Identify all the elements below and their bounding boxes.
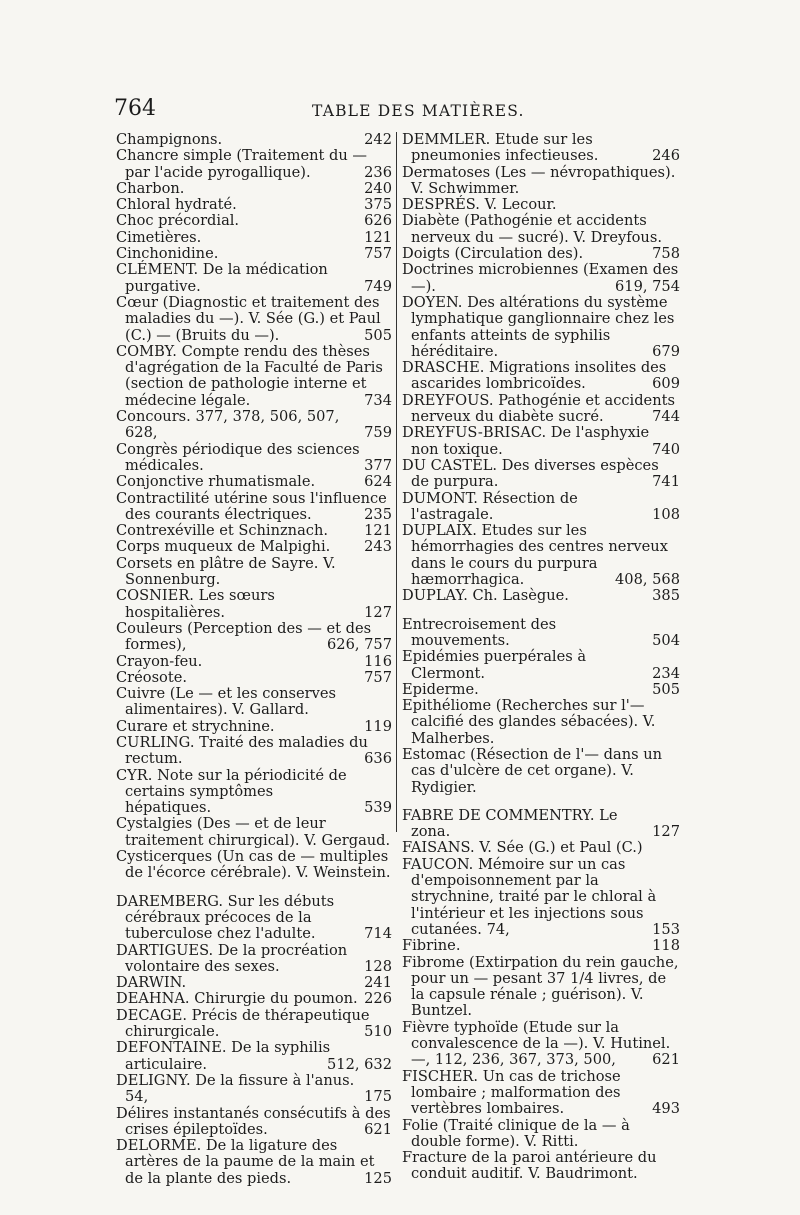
entry-text: Fibrome (Extirpation du rein gauche, pour un — pesant 37 1/4 livres, de la capsule rénale ; guérison). V. Buntzel. [402,953,679,1020]
entry-page: 626, 757 [327,636,392,654]
index-entry [116,474,392,490]
index-entry [116,670,392,686]
entry-text: Crayon-feu. [116,652,203,670]
index-entry [402,262,680,295]
index-entry [116,735,392,768]
index-entry [402,213,680,246]
entry-text: Fièvre typhoïde (Etude sur la convalescence de la —). V. Hutinel. —, 112, 236, 367, 373, 500, [402,1018,671,1069]
index-entry [116,409,392,442]
entry-text: DREYFUS-BRISAC. De l'asphyxie non toxique. [402,424,650,458]
index-entry [402,840,680,856]
entry-page: 240 [364,179,392,197]
entry-text: FAUCON. Mémoire sur un cas d'empoisonnement par la strychnine, traité par le chloral à l'intérieur et les injections sous cutanées. 74, [402,855,657,938]
entry-page: 236 [364,163,392,181]
entry-page: 377 [364,456,392,474]
entry-page: 375 [364,196,392,214]
index-entry [116,295,392,344]
entry-page: 741 [652,473,680,491]
entry-page: 493 [652,1100,680,1118]
index-entry [402,491,680,524]
entry-text: Chancre simple (Traitement du — par l'acide pyrogallique). [116,147,367,181]
entry-text: Couleurs (Perception des — et des formes), [116,619,372,654]
running-title: TABLE DES MATIÈRES. [312,102,525,120]
index-entry [116,213,392,229]
entry-page: 734 [364,391,392,409]
entry-page: 246 [652,147,680,165]
entry-text: DARWIN. [116,974,187,992]
index-entry [116,1040,392,1073]
entry-text: Délires instantanés consécutifs à des crises épileptoïdes. [116,1104,391,1138]
entry-page: 127 [652,823,680,841]
entry-page: 108 [652,505,680,523]
entry-text: Cystalgies (Des — et de leur traitement chirurgical). V. Gergaud. [116,815,391,849]
entry-text: DREYFOUS. Pathogénie et accidents nerveux du diabète sucré. [402,391,675,426]
index-entry [116,262,392,295]
index-entry [116,686,392,719]
index-entry [402,617,680,650]
entry-text: Corsets en plâtre de Sayre. V. Sonnenburg. [116,554,336,589]
entry-text: Epidémies puerpérales à Clermont. [402,648,587,682]
entry-text: Folie (Traité clinique de la — à double forme). V. Ritti. [402,1116,630,1150]
entry-text: DEMMLER. Etude sur les pneumonies infectieuses. [402,131,599,165]
entry-text: Créosote. [116,668,187,686]
index-entry [116,991,392,1007]
index-entry [402,295,680,360]
entry-text: DUMONT. Résection de l'astragale. [402,489,578,523]
entry-page: 505 [364,326,392,344]
index-entry [116,975,392,991]
entry-text: COSNIER. Les sœurs hospitalières. [116,587,275,621]
entry-page: 624 [364,473,392,491]
index-entry [116,181,392,197]
entry-text: FABRE DE COMMENTRY. Le zona. [402,806,618,841]
entry-page: 757 [364,245,392,263]
entry-page: 116 [364,652,392,670]
index-entry [402,458,680,491]
entry-text: DARTIGUES. De la procréation volontaire des sexes. [116,941,348,975]
entry-text: CURLING. Traité des maladies du rectum. [116,733,368,768]
entry-text: DOYEN. Des altérations du système lymphatique ganglionnaire chez les enfants atteints de syphilis héréditaire. [402,293,675,360]
entry-text: Entrecroisement des mouvements. [402,615,557,649]
index-entry [402,955,680,1020]
index-entry [116,1008,392,1041]
index-entry [116,246,392,262]
entry-page: 619, 754 [615,277,680,295]
index-entry [402,682,680,698]
index-entry [116,816,392,849]
entry-page: 679 [652,342,680,360]
entry-text: DELORME. De la ligature des artères de la paume de la main et de la plante des pieds. [116,1137,375,1187]
entry-page: 243 [364,538,392,556]
entry-text: Estomac (Résection de l'— dans un cas d'ulcère de cet organe). V. Rydigier. [402,745,663,796]
entry-page: 744 [652,408,680,426]
index-entry [116,148,392,181]
entry-text: DECAGE. Précis de thérapeutique chirurgicale. [116,1006,370,1041]
entry-text: Doigts (Circulation des). [402,245,584,263]
index-entry [402,132,680,165]
index-entry [116,491,392,524]
entry-text: DRASCHE. Migrations insolites des ascarides lombricoïdes. [402,359,667,393]
index-entry [402,165,680,198]
entry-page: 118 [652,937,680,955]
entry-text: Cœur (Diagnostic et traitement des maladies du —). V. Sée (G.) et Paul (C.) — (Bruits du —). [116,293,381,344]
index-entry [402,197,680,213]
entry-text: Choc précordial. [116,212,240,230]
index-entry [116,768,392,817]
entry-text: Epiderme. [402,680,479,698]
entry-page: 121 [364,522,392,540]
entry-page: 505 [652,680,680,698]
entry-page: 242 [364,131,392,148]
index-entry [116,442,392,475]
entry-text: Champignons. [116,131,223,148]
index-entry [116,1138,392,1187]
index-entry [402,588,680,604]
index-entry [402,425,680,458]
index-entry [402,857,680,938]
entry-text: Fracture de la paroi antérieure du conduit auditif. V. Baudrimont. [402,1149,657,1183]
entry-page: 235 [364,505,392,523]
page-number: 764 [114,96,156,121]
entry-page: 626 [364,212,392,230]
entry-page: 636 [364,750,392,768]
entry-page: 125 [364,1169,392,1187]
entry-page: 119 [364,717,392,735]
entry-text: DEFONTAINE. De la syphilis articulaire. [116,1039,331,1073]
entry-text: DU CASTEL. Des diverses espèces de purpura. [402,456,659,491]
index-entry [402,938,680,954]
entry-page: 510 [364,1023,392,1041]
index-entry [116,621,392,654]
index-entry [402,698,680,747]
index-entry [116,719,392,735]
index-entry [402,360,680,393]
entry-text: Epithéliome (Recherches sur l'— calcifié des glandes sébacées). V. Malherbes. [402,697,656,747]
entry-text: Cuivre (Le — et les conserves alimentaires). V. Gallard. [116,685,337,719]
entry-page: 385 [652,587,680,605]
index-entry [116,588,392,621]
index-entry [116,654,392,670]
entry-page: 757 [364,668,392,686]
entry-text: FAISANS. V. Sée (G.) et Paul (C.) [402,839,643,857]
entry-page: 234 [652,664,680,682]
index-entry [116,344,392,409]
index-entry [402,1069,680,1118]
entry-text: DAREMBERG. Sur les débuts cérébraux précoces de la tuberculose chez l'adulte. [116,892,335,943]
entry-text: Cysticerques (Un cas de — multiples de l'écorce cérébrale). V. Weinstein. [116,848,391,882]
entry-page: 504 [652,631,680,649]
entry-text: Contractilité utérine sous l'influence des courants électriques. [116,489,387,523]
entry-page: 621 [652,1051,680,1069]
index-entry [402,808,680,841]
entry-page: 512, 632 [327,1055,392,1073]
index-entry [402,649,680,682]
entry-page: 621 [364,1120,392,1138]
entry-text: CYR. Note sur la périodicité de certains symptômes hépatiques. [116,766,347,817]
entry-page: 241 [364,974,392,992]
index-entry [116,556,392,589]
right-column [402,132,680,1183]
column-rule [396,132,397,832]
entry-text: Doctrines microbiennes (Examen des —). [402,261,679,295]
entry-text: DUPLAY. Ch. Lasègue. [402,587,569,605]
index-entry [116,943,392,976]
entry-page: 539 [364,799,392,817]
index-entry [116,132,392,148]
entry-page: 153 [652,920,680,938]
index-entry [402,1020,680,1069]
entry-page: 740 [652,440,680,458]
entry-text: Conjonctive rhumatismale. [116,473,316,491]
entry-page: 226 [364,990,392,1008]
entry-text: Corps muqueux de Malpighi. [116,538,331,556]
index-entry [116,1073,392,1106]
section-gap [116,882,392,894]
index-entry [402,747,680,796]
index-entry [116,523,392,539]
entry-text: Charbon. [116,179,185,197]
entry-text: DESPRÉS. V. Lecour. [402,196,557,214]
entry-page: 121 [364,228,392,246]
entry-text: Congrès périodique des sciences médicales. [116,440,360,474]
entry-page: 408, 568 [615,571,680,589]
entry-page: 175 [364,1088,392,1106]
entry-page: 714 [364,925,392,943]
entry-page: 758 [652,245,680,263]
entry-text: Chloral hydraté. [116,196,237,214]
entry-page: 127 [364,603,392,621]
entry-text: Diabète (Pathogénie et accidents nerveux du — sucré). V. Dreyfous. [402,212,662,246]
index-entry [116,849,392,882]
entry-text: DELIGNY. De la fissure à l'anus. 54, [116,1071,355,1106]
entry-text: Cinchonidine. [116,245,219,263]
index-entry [402,1118,680,1151]
index-entry [116,1106,392,1139]
entry-text: Fibrine. [402,937,461,955]
entry-text: CLÉMENT. De la médication purgative. [116,261,328,295]
index-entry [116,230,392,246]
index-entry [116,894,392,943]
entry-text: DEAHNA. Chirurgie du poumon. [116,990,358,1008]
entry-text: Contrexéville et Schinznach. [116,522,328,540]
index-entry [116,197,392,213]
entry-page: 759 [364,424,392,442]
entry-page: 749 [364,277,392,295]
entry-text: COMBY. Compte rendu des thèses d'agrégation de la Faculté de Paris (section de pathologie interne et médecine légale. [116,342,383,409]
entry-text: Curare et strychnine. [116,717,275,735]
entry-text: Dermatoses (Les — névropathiques). V. Schwimmer. [402,163,676,197]
left-column [116,132,392,1187]
entry-page: 128 [364,957,392,975]
index-entry [402,523,680,588]
entry-text: Cimetières. [116,228,202,246]
entry-text: Concours. 377, 378, 506, 507, 628, [116,408,340,442]
index-entry [402,246,680,262]
entry-text: DUPLAIX. Etudes sur les hémorrhagies des centres nerveux dans le cours du purpura hæmorrhagica. [402,522,668,589]
section-gap [402,605,680,617]
entry-text: FISCHER. Un cas de trichose lombaire ; malformation des vertèbres lombaires. [402,1067,621,1118]
index-entry [402,393,680,426]
index-entry [402,1150,680,1183]
entry-page: 609 [652,375,680,393]
index-entry [116,539,392,555]
